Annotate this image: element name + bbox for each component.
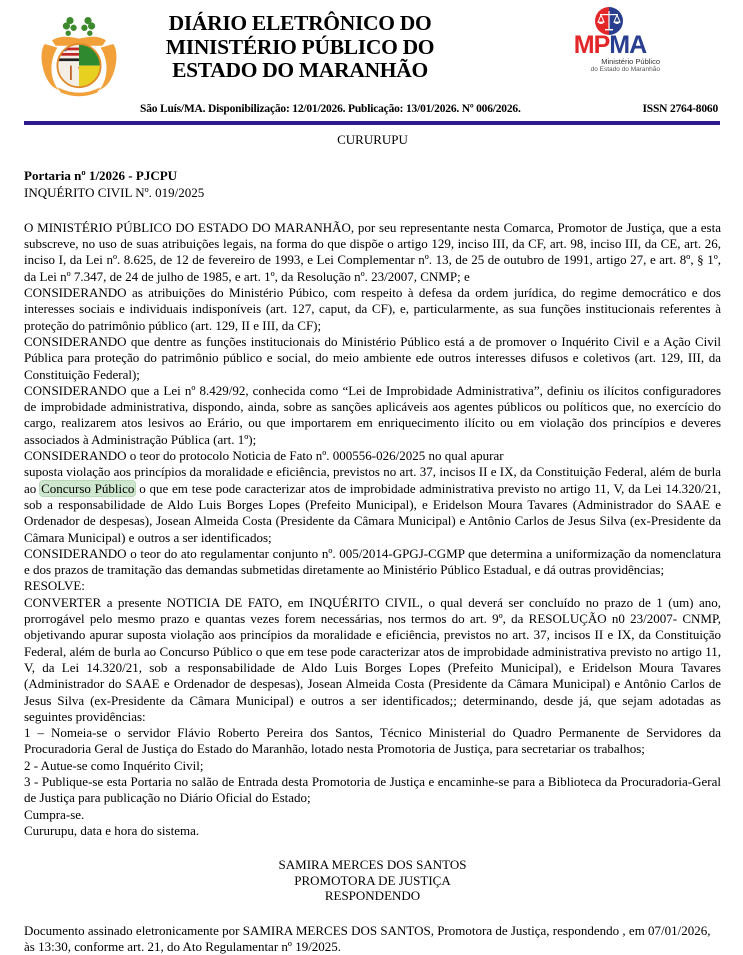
considerando-paragraph: CONSIDERANDO o teor do ato regulamentar conjunto nº. 005/2014-GPGJ-CGMP que determina a uniformização da nomenclatura e dos prazos de tramitação das demandas submetidas diretamente ao Ministério Público Estadual, e dá outras providências; bbox=[24, 545, 721, 578]
text-run: suposta violação aos princípios da moralidade e eficiência, previstos no art. 37, incisos II e IX, da Constituição Federal, além de burla ao bbox=[24, 464, 721, 496]
intro-paragraph: O MINISTÉRIO PÚBLICO DO ESTADO DO MARANHÃO, por seu representante nesta Comarca, Promotor de Justiça, que a esta subscreve, no uso de suas atribuições legais, na forma do que dispõe o artigo 129, inciso III, da CF, art. 98, inciso III, da CE, art. 26, inciso I, da Lei nº. 8.625, de 12 de fevereiro de 1993, e Lei Complementar nº. 13, de 25 de outubro de 1991, artigo 27, e art. 8º, § 1º, da Lei nº 7.347, de 24 de julho de 1985, e art. 1º, da Resolução nº. 23/2007, CNMP; e bbox=[24, 219, 721, 284]
publication-info: São Luís/MA. Disponibilização: 12/01/2026. Publicação: 13/01/2026. Nº 006/2026. bbox=[140, 103, 521, 115]
portaria-number: Portaria nº 1/2026 - PJCPU bbox=[24, 168, 178, 184]
maranhao-coat-of-arms-logo bbox=[34, 8, 124, 98]
considerando-paragraph: CONSIDERANDO que a Lei nº 8.429/92, conhecida como “Lei de Improbidade Administrativa”, definiu os ilícitos configuradores de improbidade administrativa, dispondo, ainda, sobre as sanções aplicáveis aos agentes públicos ou políticos que, no exercício do cargo, realizarem atos lesivos ao Erário, ou que importarem em enriquecimento ilícito ou em violação dos princípios e deveres associados à Administração Pública (art. 1º); bbox=[24, 382, 721, 447]
journal-title-line: ESTADO DO MARANHÃO bbox=[172, 58, 428, 82]
place-date: Cururupu, data e hora do sistema. bbox=[24, 822, 200, 838]
provision-item: 1 – Nomeia-se o servidor Flávio Roberto Pereira dos Santos, Técnico Ministerial do Quadro Permanente de Servidores da Procuradoria Geral de Justiça do Estado do Maranhão, lotado nesta Promotoria de Justiça, para secretariar os trabalhos; bbox=[24, 725, 721, 757]
issn: ISSN 2764-8060 bbox=[642, 103, 718, 115]
highlighted-text[interactable]: Concurso Público bbox=[41, 480, 135, 496]
considerando-paragraph: CONSIDERANDO o teor do protocolo Noticia de Fato nº. 000556-026/2025 no qual apurar bbox=[24, 448, 504, 464]
mpma-wordmark bbox=[560, 32, 660, 58]
electronic-signature-note: Documento assinado eletronicamente por SAMIRA MERCES DOS SANTOS, Promotora de Justiça, respondendo , em 07/01/2026, às 13:30, conforme art. 21, do Ato Regulamentar nº 19/2025. bbox=[24, 922, 711, 954]
journal-title-line: DIÁRIO ELETRÔNICO DO bbox=[168, 11, 432, 35]
converter-paragraph: CONVERTER a presente NOTICIA DE FATO, em INQUÉRITO CIVIL, o qual deverá ser concluído no prazo de 1 (um) ano, prorrogável pelo mesmo prazo e quantas vezes forem necessárias, nos termos do art. 9º, da RESOLUÇÃO n0 23/2007- CNMP, objetivando apurar suposta violação aos princípios da moralidade e eficiência, previstos no art. 37, incisos II e IX, da Constituição Federal, além de burla ao Concurso Público o que em tese pode caracterizar atos de improbidade administrativa previsto no artigo 11, V, da Lei 14.320/21, sob a responsabilidade de Aldo Luis Borges Lopes (Prefeito Municipal), e Eridelson Moura Tavares (Administrador do SAAE e Ordenador de despesas), Josean Almeida Costa (Presidente da Câmara Municipal) e Antônio Carlos de Jesus Silva (ex-Presidente da Câmara Municipal) e outros a ser identificados;; determinando, desde já, que sejam adotadas as seguintes providências: bbox=[24, 594, 721, 724]
signature-block bbox=[24, 857, 721, 904]
journal-title-line: MINISTÉRIO PÚBLICO DO bbox=[165, 34, 435, 59]
page-header bbox=[0, 0, 743, 130]
text-run: o que em tese pode caracterizar atos de improbidade administrativa previsto no artigo 11, V, da Lei 14.320/21, sob a responsabilidade de Aldo Luis Borges Lopes (Prefeito Municipal), e Eridelson Moura Tavares (Administrador do SAAE e Ordenador de despesas), Josean Almeida Costa (Presidente da Câmara Municipal) e Antônio Carlos de Jesus Silva (ex-Presidente da Câmara Municipal) e outros a ser identificados; bbox=[24, 480, 721, 545]
mpma-logo bbox=[560, 6, 660, 96]
signer-role: PROMOTORA DE JUSTIÇA bbox=[294, 872, 451, 888]
document-body bbox=[24, 130, 721, 955]
signer-status: RESPONDENDO bbox=[324, 888, 421, 904]
city-heading: CURURUPU bbox=[337, 132, 408, 147]
inquerito-number: INQUÉRITO CIVIL Nº. 019/2025 bbox=[24, 184, 205, 200]
considerando-paragraph bbox=[24, 464, 721, 545]
mpma-wordmark-red: MP bbox=[573, 31, 610, 59]
journal-title bbox=[150, 12, 450, 83]
mpma-wordmark-blue: MA bbox=[609, 31, 647, 59]
provision-item: 3 - Publique-se esta Portaria no salão de Entrada desta Promotoria de Justiça e encaminhe-se para a Biblioteca da Procuradoria-Geral de Justiça para publicação no Diário Oficial do Estado; bbox=[24, 773, 721, 806]
considerando-paragraph: CONSIDERANDO as atribuições do Ministério Púbico, com respeito à defesa da ordem jurídica, do regime democrático e dos interesses sociais e individuais indisponíveis (art. 127, caput, da CF), e, particularmente, as sua funções institucionais referentes à proteção do patrimônio público (art. 129, II e III, da CF); bbox=[24, 285, 721, 333]
mpma-subtitle-2: do Estado do Maranhão bbox=[590, 66, 660, 73]
header-divider bbox=[24, 121, 720, 125]
resolve-heading: RESOLVE: bbox=[24, 578, 85, 594]
cumpra-se: Cumpra-se. bbox=[24, 806, 85, 822]
considerando-paragraph: CONSIDERANDO que dentre as funções institucionais do Ministério Público está a de promover o Inquérito Civil e a Ação Civil Pública para proteção do patrimônio público e social, do meio ambiente ede outros interesses difusos e coletivos (art. 129, III, da Constituição Federal); bbox=[24, 333, 721, 382]
mpma-subtitle-1: Ministério Público bbox=[601, 57, 660, 66]
provision-item: 2 - Autue-se como Inquérito Civil; bbox=[24, 757, 204, 773]
signer-name: SAMIRA MERCES DOS SANTOS bbox=[278, 857, 467, 873]
